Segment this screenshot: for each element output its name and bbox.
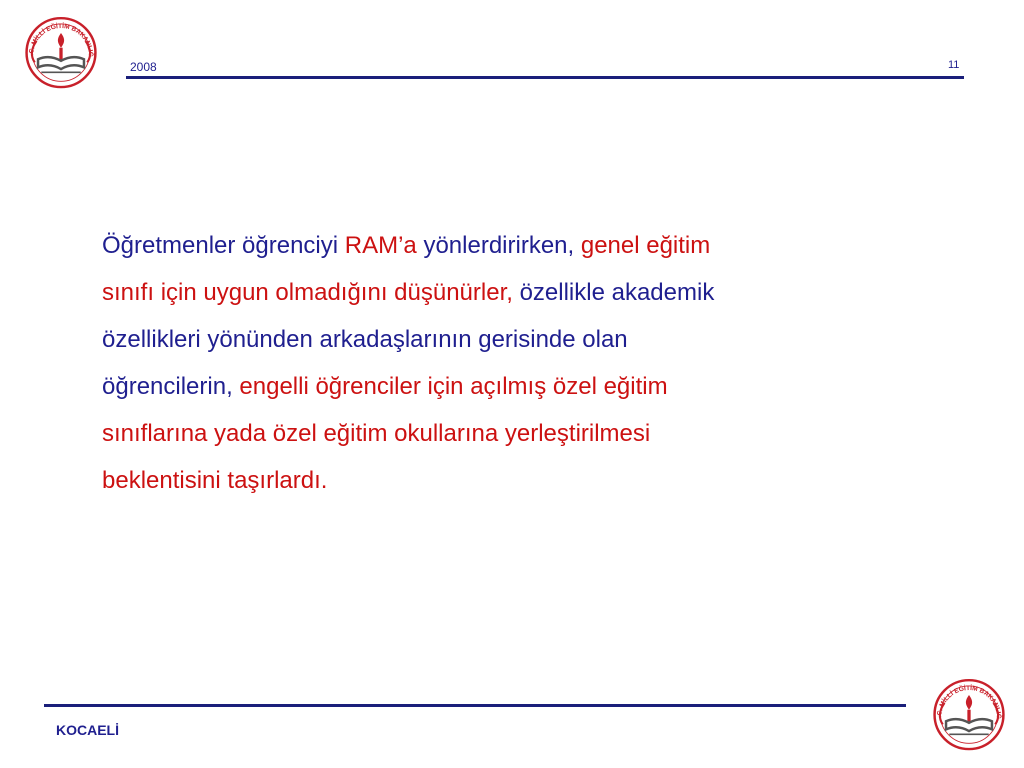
body-line: [102, 316, 922, 363]
body-line: [102, 363, 922, 410]
logo-text: .C. MİLLİ EĞİTİM BAKANLIĞ: [936, 684, 1002, 720]
header-year: 2008: [130, 60, 157, 74]
page-number: 11: [948, 59, 960, 71]
logo-text: .C. MİLLİ EĞİTİM BAKANLIĞ: [28, 22, 94, 58]
body-line: [102, 222, 922, 269]
text-segment: genel eğitim: [580, 232, 711, 259]
slide-body-text: [102, 222, 922, 504]
text-segment: öğrencilerin,: [102, 373, 240, 400]
body-line: [102, 457, 922, 504]
header-divider: [126, 76, 964, 79]
text-segment: yönlerdirirken,: [416, 232, 581, 259]
text-segment: sınıflarına yada özel eğitim okullarına yerleştirilmesi: [102, 420, 651, 447]
text-segment: RAM’a: [344, 232, 417, 259]
ministry-logo-icon: [928, 672, 1010, 754]
text-segment: Öğretmenler öğrenciyi: [102, 232, 345, 259]
text-segment: beklentisini taşırlardı.: [102, 467, 328, 494]
body-line: [102, 269, 922, 316]
text-segment: engelli öğrenciler için açılmış özel eğitim: [239, 373, 668, 400]
text-segment: sınıfı için uygun olmadığını düşünürler,: [102, 279, 513, 306]
footer-divider: [44, 704, 906, 707]
text-segment: özellikleri yönünden arkadaşlarının gerisinde olan: [102, 326, 628, 353]
body-line: [102, 410, 922, 457]
text-segment: özellikle akademik: [512, 279, 715, 306]
ministry-logo-icon: [20, 10, 102, 92]
footer-label: KOCAELİ: [56, 722, 119, 738]
